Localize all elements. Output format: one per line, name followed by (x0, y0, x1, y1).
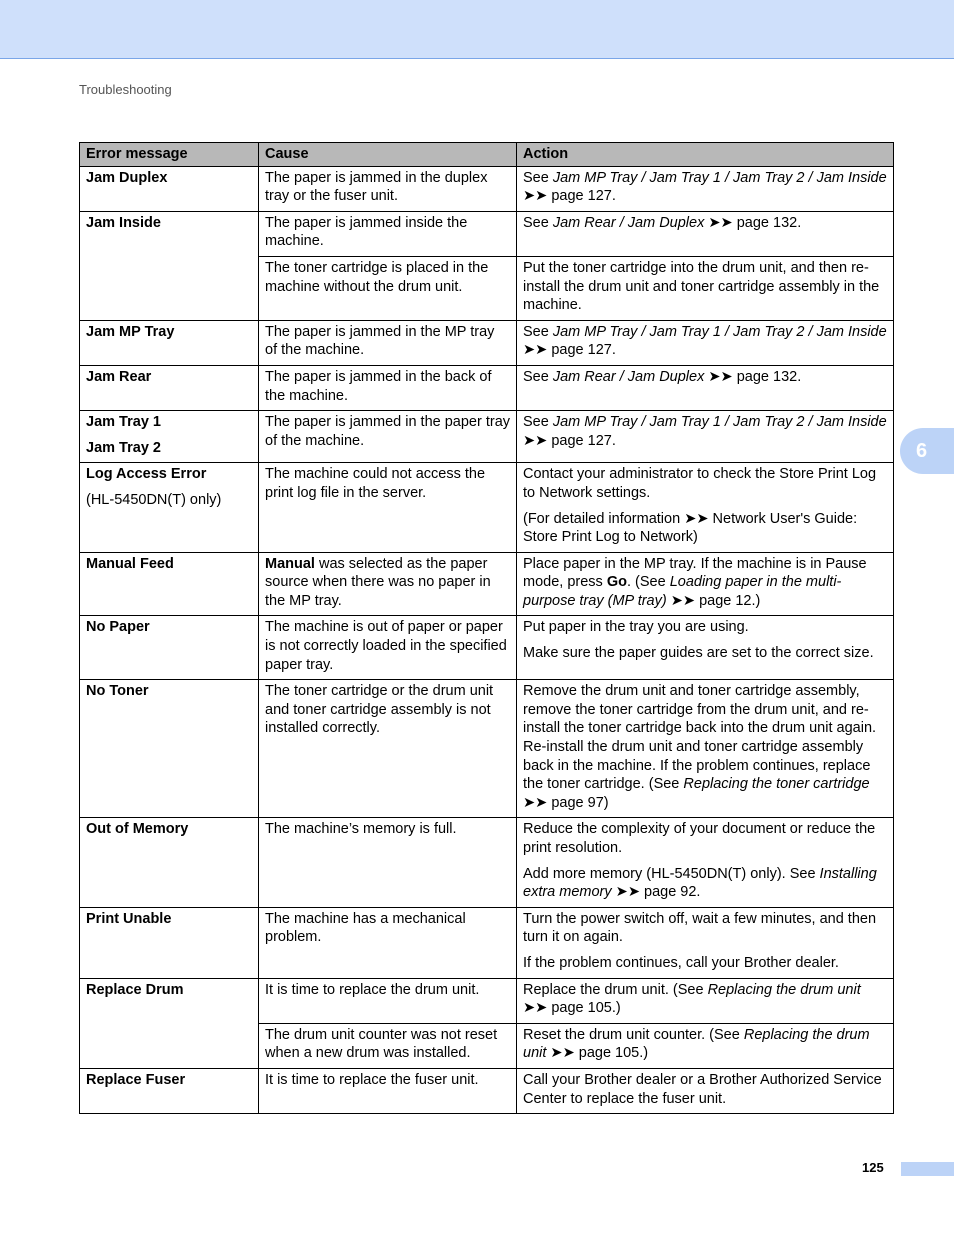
cause-cell: The toner cartridge or the drum unit and toner cartridge assembly is not installed correctly. (259, 680, 517, 818)
cross-reference: Replacing the drum unit (707, 981, 861, 998)
page-number-bar (901, 1162, 954, 1176)
action-cell: Remove the drum unit and toner cartridge assembly, remove the toner cartridge from the drum unit, and re-install the toner cartridge back into the drum unit again. Re-install the drum unit and toner cartridge assembly back in the machine. If the problem continues, replace the toner cartridge. (See Replacing the toner cartridge ➤➤ page 97) (517, 680, 894, 818)
action-cell: Replace the drum unit. (See Replacing the drum unit ➤➤ page 105.) (517, 978, 894, 1023)
cause-cell: The machine’s memory is full. (259, 818, 517, 907)
model-note: (HL-5450DN(T) only) (86, 491, 222, 508)
double-arrow-icon: ➤➤ (523, 1000, 548, 1017)
double-arrow-icon: ➤➤ (615, 884, 640, 901)
table-row (80, 463, 894, 552)
error-cell: Replace Drum (80, 978, 259, 1068)
table-row (80, 411, 894, 463)
double-arrow-icon: ➤➤ (670, 592, 696, 609)
table-row (80, 978, 894, 1023)
cause-cell: The machine could not access the print log file in the server. (259, 463, 517, 552)
page-number: 125 (862, 1160, 884, 1175)
cause-cell: It is time to replace the drum unit. (259, 978, 517, 1023)
error-cell: Out of Memory (80, 818, 259, 907)
action-cell: Contact your administrator to check the Store Print Log to Network settings. (For detailed information ➤➤ Network User's Guide: Store Print Log to Network) (517, 463, 894, 552)
table-row (80, 680, 894, 818)
action-cell: See Jam MP Tray / Jam Tray 1 / Jam Tray 2 / Jam Inside ➤➤ page 127. (517, 320, 894, 365)
cause-cell: The paper is jammed in the paper tray of the machine. (259, 411, 517, 463)
action-cell: Put paper in the tray you are using. Make sure the paper guides are set to the correct size. (517, 616, 894, 680)
action-cell: See Jam Rear / Jam Duplex ➤➤ page 132. (517, 211, 894, 256)
double-arrow-icon: ➤➤ (523, 432, 548, 449)
chapter-tab[interactable]: 6 (900, 428, 954, 474)
double-arrow-icon: ➤➤ (708, 214, 733, 231)
double-arrow-icon: ➤➤ (550, 1045, 575, 1062)
action-cell: Reset the drum unit counter. (See Replacing the drum unit ➤➤ page 105.) (517, 1023, 894, 1068)
error-cell: No Toner (80, 680, 259, 818)
action-cell: Place paper in the MP tray. If the machine is in Pause mode, press Go. (See Loading paper in the multi-purpose tray (MP tray) ➤➤ page 12.) (517, 552, 894, 616)
cross-reference: Jam MP Tray / Jam Tray 1 / Jam Tray 2 / Jam Inside (552, 414, 887, 431)
action-cell: See Jam MP Tray / Jam Tray 1 / Jam Tray 2 / Jam Inside ➤➤ page 127. (517, 411, 894, 463)
action-cell: See Jam Rear / Jam Duplex ➤➤ page 132. (517, 365, 894, 410)
error-cell: Log Access Error (HL-5450DN(T) only) (80, 463, 259, 552)
cross-reference: Jam MP Tray / Jam Tray 1 / Jam Tray 2 / Jam Inside (552, 323, 887, 340)
cause-cell: The paper is jammed in the back of the machine. (259, 365, 517, 410)
column-header-error-message: Error message (80, 143, 259, 167)
action-cell: See Jam MP Tray / Jam Tray 1 / Jam Tray 2 / Jam Inside ➤➤ page 127. (517, 166, 894, 211)
double-arrow-icon: ➤➤ (523, 188, 548, 205)
cause-cell: Manual was selected as the paper source when there was no paper in the MP tray. (259, 552, 517, 616)
cause-cell: The machine is out of paper or paper is not correctly loaded in the specified paper tray. (259, 616, 517, 680)
table-row (80, 320, 894, 365)
cause-cell: The machine has a mechanical problem. (259, 907, 517, 978)
cause-cell: The paper is jammed in the MP tray of the machine. (259, 320, 517, 365)
cause-cell: The paper is jammed inside the machine. (259, 211, 517, 256)
column-header-action: Action (517, 143, 894, 167)
cause-cell: The drum unit counter was not reset when a new drum was installed. (259, 1023, 517, 1068)
table-header-row (80, 143, 894, 167)
error-message-table (79, 142, 894, 1114)
error-cell: Print Unable (80, 907, 259, 978)
cross-reference: Jam Rear / Jam Duplex (552, 214, 705, 231)
cross-reference: Jam Rear / Jam Duplex (552, 368, 705, 385)
cause-cell: The paper is jammed in the duplex tray or the fuser unit. (259, 166, 517, 211)
cross-reference: Replacing the drum unit (523, 1026, 870, 1062)
error-cell: Jam Inside (80, 211, 259, 320)
table-row (80, 211, 894, 256)
cause-cell: It is time to replace the fuser unit. (259, 1068, 517, 1113)
breadcrumb: Troubleshooting (79, 82, 172, 97)
go-key-label: Go (606, 574, 627, 591)
column-header-cause: Cause (259, 143, 517, 167)
double-arrow-icon: ➤➤ (523, 342, 548, 359)
error-cell: Jam Rear (80, 365, 259, 410)
table-row (80, 818, 894, 907)
error-cell: Jam Tray 1 Jam Tray 2 (80, 411, 259, 463)
cross-reference: Loading paper in the multi-purpose tray (MP tray) (523, 574, 842, 609)
cross-reference: Replacing the toner cartridge (683, 776, 870, 793)
double-arrow-icon: ➤➤ (523, 794, 548, 811)
table-row (80, 365, 894, 410)
table-row (80, 616, 894, 680)
double-arrow-icon: ➤➤ (708, 368, 733, 385)
action-cell: Reduce the complexity of your document or reduce the print resolution. Add more memory (HL-5450DN(T) only). See Installing extra memory ➤➤ page 92. (517, 818, 894, 907)
header-band (0, 0, 954, 59)
error-cell: Jam MP Tray (80, 320, 259, 365)
error-cell: Replace Fuser (80, 1068, 259, 1113)
table-row (80, 1068, 894, 1113)
action-cell: Call your Brother dealer or a Brother Authorized Service Center to replace the fuser unit. (517, 1068, 894, 1113)
double-arrow-icon: ➤➤ (684, 510, 709, 527)
table-row (80, 166, 894, 211)
error-cell: Jam Duplex (80, 166, 259, 211)
action-cell: Turn the power switch off, wait a few minutes, and then turn it on again. If the problem continues, call your Brother dealer. (517, 907, 894, 978)
cross-reference: Installing extra memory (523, 865, 877, 901)
table-row (80, 907, 894, 978)
cause-cell: The toner cartridge is placed in the machine without the drum unit. (259, 256, 517, 320)
error-cell: Manual Feed (80, 552, 259, 616)
cross-reference: Jam MP Tray / Jam Tray 1 / Jam Tray 2 / Jam Inside (552, 169, 887, 186)
error-cell: No Paper (80, 616, 259, 680)
table-row (80, 552, 894, 616)
action-cell: Put the toner cartridge into the drum unit, and then re-install the drum unit and toner cartridge assembly in the machine. (517, 256, 894, 320)
